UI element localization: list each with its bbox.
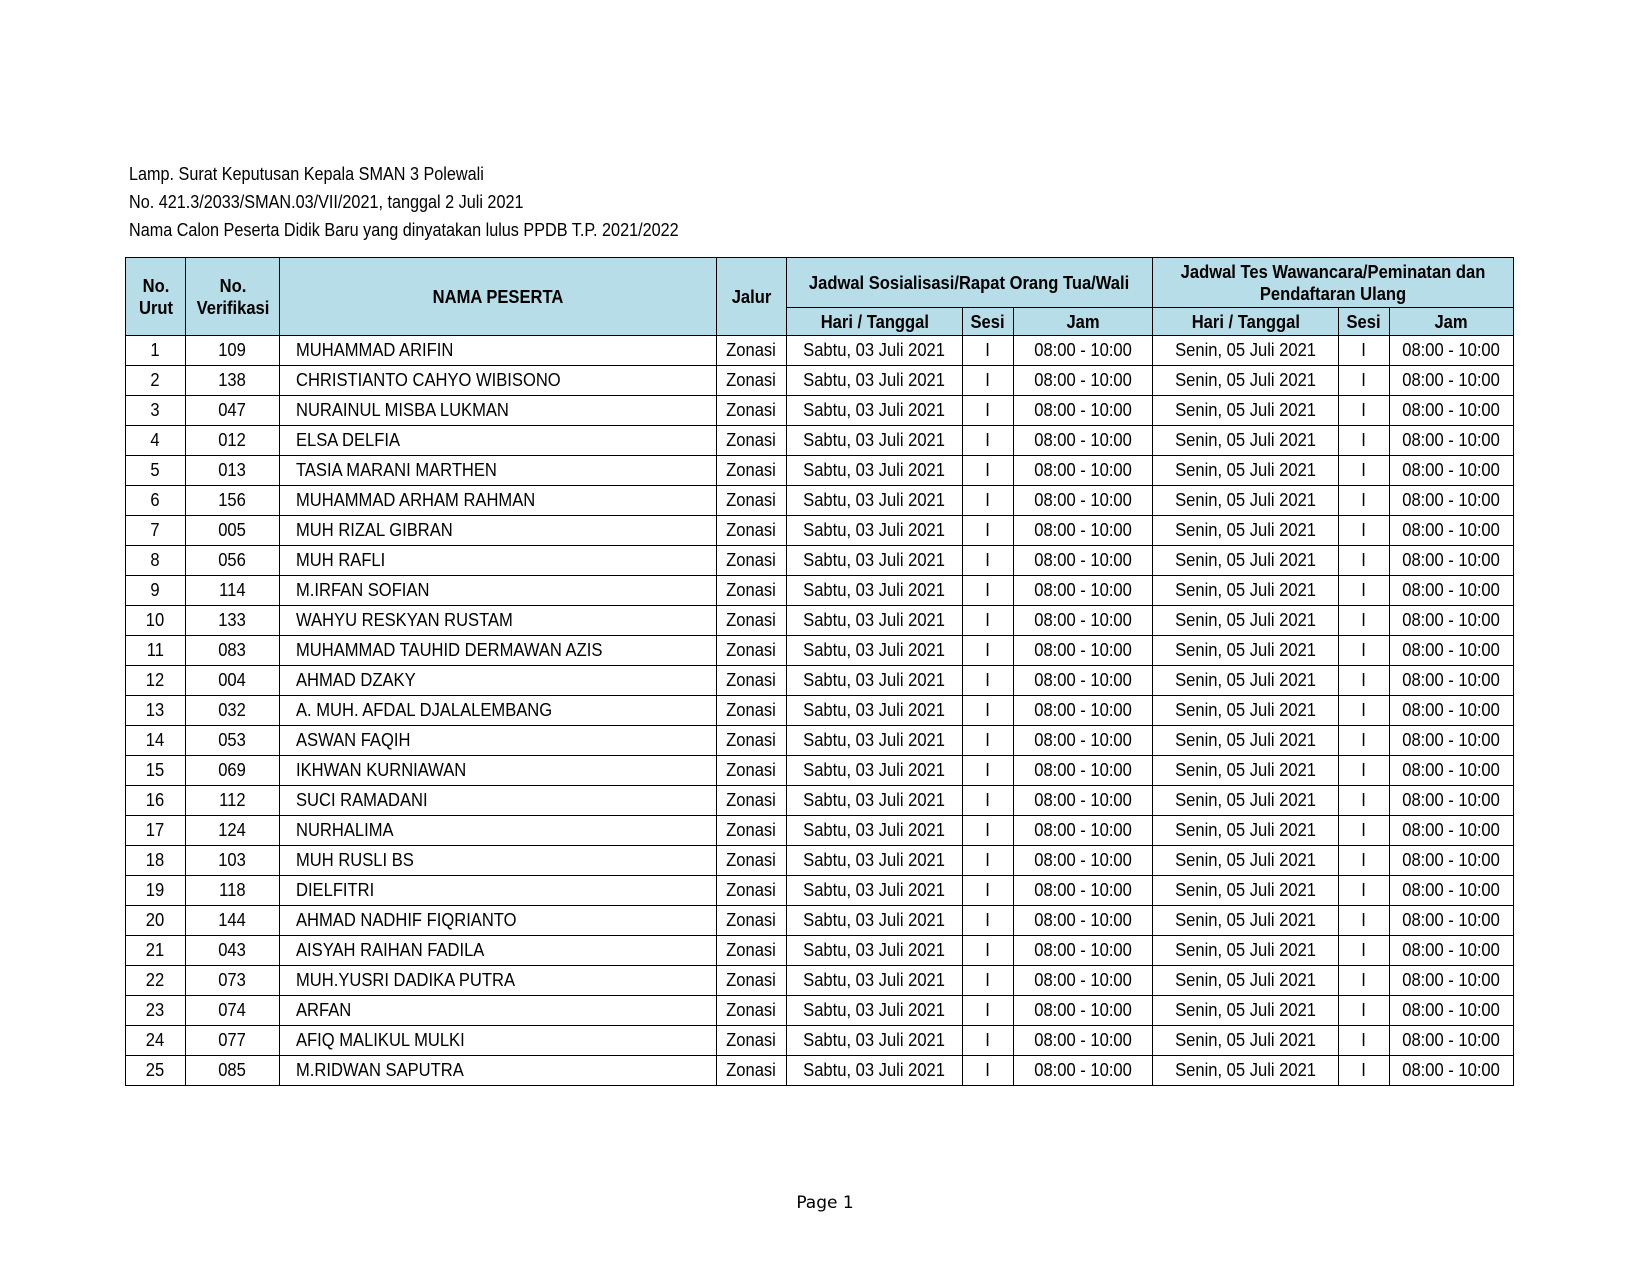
cell-jam-sosialisasi: 08:00 - 10:00	[1014, 996, 1153, 1026]
cell-jam-tes: 08:00 - 10:00	[1390, 366, 1514, 396]
cell-hari-tanggal-tes: Senin, 05 Juli 2021	[1153, 666, 1339, 696]
cell-sesi-sosialisasi: I	[963, 546, 1014, 576]
cell-nama-peserta: AHMAD DZAKY	[280, 666, 717, 696]
cell-jam-sosialisasi: 08:00 - 10:00	[1014, 936, 1153, 966]
cell-hari-tanggal-sosialisasi: Sabtu, 03 Juli 2021	[787, 1056, 963, 1086]
cell-jam-tes: 08:00 - 10:00	[1390, 1026, 1514, 1056]
cell-no-verifikasi: 156	[186, 486, 280, 516]
cell-no-urut: 22	[126, 966, 186, 996]
cell-no-verifikasi: 013	[186, 456, 280, 486]
document-header	[129, 160, 679, 244]
cell-jam-tes: 08:00 - 10:00	[1390, 606, 1514, 636]
table-row	[126, 396, 1514, 426]
cell-jam-tes: 08:00 - 10:00	[1390, 546, 1514, 576]
cell-no-urut: 10	[126, 606, 186, 636]
cell-hari-tanggal-tes: Senin, 05 Juli 2021	[1153, 516, 1339, 546]
cell-hari-tanggal-tes: Senin, 05 Juli 2021	[1153, 786, 1339, 816]
cell-jam-tes: 08:00 - 10:00	[1390, 486, 1514, 516]
cell-sesi-sosialisasi: I	[963, 726, 1014, 756]
table-row	[126, 816, 1514, 846]
cell-sesi-tes: I	[1339, 606, 1390, 636]
cell-hari-tanggal-tes: Senin, 05 Juli 2021	[1153, 726, 1339, 756]
cell-sesi-sosialisasi: I	[963, 696, 1014, 726]
cell-jam-sosialisasi: 08:00 - 10:00	[1014, 1026, 1153, 1056]
cell-hari-tanggal-tes: Senin, 05 Juli 2021	[1153, 846, 1339, 876]
table-row	[126, 726, 1514, 756]
cell-sesi-sosialisasi: I	[963, 876, 1014, 906]
cell-sesi-sosialisasi: I	[963, 936, 1014, 966]
cell-no-urut: 11	[126, 636, 186, 666]
cell-sesi-sosialisasi: I	[963, 606, 1014, 636]
cell-no-urut: 24	[126, 1026, 186, 1056]
cell-sesi-sosialisasi: I	[963, 966, 1014, 996]
cell-nama-peserta: CHRISTIANTO CAHYO WIBISONO	[280, 366, 717, 396]
cell-no-urut: 18	[126, 846, 186, 876]
table-row	[126, 456, 1514, 486]
cell-hari-tanggal-sosialisasi: Sabtu, 03 Juli 2021	[787, 816, 963, 846]
cell-no-urut: 20	[126, 906, 186, 936]
cell-sesi-tes: I	[1339, 846, 1390, 876]
cell-jam-sosialisasi: 08:00 - 10:00	[1014, 426, 1153, 456]
cell-jam-sosialisasi: 08:00 - 10:00	[1014, 846, 1153, 876]
cell-hari-tanggal-tes: Senin, 05 Juli 2021	[1153, 396, 1339, 426]
table-row	[126, 366, 1514, 396]
cell-hari-tanggal-sosialisasi: Sabtu, 03 Juli 2021	[787, 936, 963, 966]
cell-jam-tes: 08:00 - 10:00	[1390, 996, 1514, 1026]
cell-sesi-tes: I	[1339, 996, 1390, 1026]
cell-no-urut: 2	[126, 366, 186, 396]
cell-no-urut: 13	[126, 696, 186, 726]
participant-table	[125, 257, 1514, 1086]
cell-no-urut: 17	[126, 816, 186, 846]
cell-hari-tanggal-sosialisasi: Sabtu, 03 Juli 2021	[787, 696, 963, 726]
cell-hari-tanggal-sosialisasi: Sabtu, 03 Juli 2021	[787, 726, 963, 756]
cell-sesi-sosialisasi: I	[963, 576, 1014, 606]
cell-nama-peserta: AFIQ MALIKUL MULKI	[280, 1026, 717, 1056]
cell-jam-sosialisasi: 08:00 - 10:00	[1014, 516, 1153, 546]
cell-hari-tanggal-tes: Senin, 05 Juli 2021	[1153, 576, 1339, 606]
cell-no-urut: 1	[126, 336, 186, 366]
cell-jam-sosialisasi: 08:00 - 10:00	[1014, 456, 1153, 486]
cell-jalur: Zonasi	[717, 1056, 787, 1086]
cell-nama-peserta: NURHALIMA	[280, 816, 717, 846]
cell-no-verifikasi: 077	[186, 1026, 280, 1056]
cell-no-verifikasi: 047	[186, 396, 280, 426]
cell-jam-tes: 08:00 - 10:00	[1390, 666, 1514, 696]
cell-jam-tes: 08:00 - 10:00	[1390, 966, 1514, 996]
cell-jam-sosialisasi: 08:00 - 10:00	[1014, 756, 1153, 786]
cell-sesi-tes: I	[1339, 426, 1390, 456]
cell-jam-tes: 08:00 - 10:00	[1390, 816, 1514, 846]
cell-jam-sosialisasi: 08:00 - 10:00	[1014, 636, 1153, 666]
cell-jalur: Zonasi	[717, 606, 787, 636]
cell-jalur: Zonasi	[717, 426, 787, 456]
cell-nama-peserta: NURAINUL MISBA LUKMAN	[280, 396, 717, 426]
cell-hari-tanggal-sosialisasi: Sabtu, 03 Juli 2021	[787, 336, 963, 366]
col-header-jam-1: Jam	[1014, 308, 1153, 336]
cell-jalur: Zonasi	[717, 666, 787, 696]
cell-nama-peserta: A. MUH. AFDAL DJALALEMBANG	[280, 696, 717, 726]
table-row	[126, 636, 1514, 666]
cell-hari-tanggal-sosialisasi: Sabtu, 03 Juli 2021	[787, 666, 963, 696]
cell-sesi-tes: I	[1339, 366, 1390, 396]
cell-sesi-tes: I	[1339, 786, 1390, 816]
cell-nama-peserta: DIELFITRI	[280, 876, 717, 906]
cell-jam-tes: 08:00 - 10:00	[1390, 936, 1514, 966]
cell-sesi-tes: I	[1339, 486, 1390, 516]
cell-no-verifikasi: 056	[186, 546, 280, 576]
cell-hari-tanggal-tes: Senin, 05 Juli 2021	[1153, 606, 1339, 636]
cell-no-urut: 4	[126, 426, 186, 456]
group-header-sosialisasi: Jadwal Sosialisasi/Rapat Orang Tua/Wali	[787, 258, 1153, 308]
cell-sesi-sosialisasi: I	[963, 516, 1014, 546]
cell-no-verifikasi: 012	[186, 426, 280, 456]
list-title-line: Nama Calon Peserta Didik Baru yang dinyatakan lulus PPDB T.P. 2021/2022	[129, 220, 679, 240]
cell-jam-tes: 08:00 - 10:00	[1390, 786, 1514, 816]
cell-hari-tanggal-sosialisasi: Sabtu, 03 Juli 2021	[787, 1026, 963, 1056]
cell-sesi-tes: I	[1339, 726, 1390, 756]
cell-jam-sosialisasi: 08:00 - 10:00	[1014, 666, 1153, 696]
cell-no-verifikasi: 103	[186, 846, 280, 876]
cell-no-verifikasi: 085	[186, 1056, 280, 1086]
cell-no-urut: 19	[126, 876, 186, 906]
table-row	[126, 426, 1514, 456]
cell-no-urut: 21	[126, 936, 186, 966]
cell-no-urut: 6	[126, 486, 186, 516]
cell-hari-tanggal-sosialisasi: Sabtu, 03 Juli 2021	[787, 456, 963, 486]
cell-jalur: Zonasi	[717, 696, 787, 726]
table-row	[126, 576, 1514, 606]
cell-sesi-sosialisasi: I	[963, 336, 1014, 366]
cell-nama-peserta: MUH RUSLI BS	[280, 846, 717, 876]
cell-sesi-tes: I	[1339, 666, 1390, 696]
table-row	[126, 516, 1514, 546]
cell-jalur: Zonasi	[717, 366, 787, 396]
col-header-hari-tanggal-1: Hari / Tanggal	[787, 308, 963, 336]
cell-jalur: Zonasi	[717, 786, 787, 816]
cell-hari-tanggal-sosialisasi: Sabtu, 03 Juli 2021	[787, 516, 963, 546]
cell-jam-tes: 08:00 - 10:00	[1390, 456, 1514, 486]
cell-jalur: Zonasi	[717, 756, 787, 786]
cell-no-verifikasi: 083	[186, 636, 280, 666]
cell-jalur: Zonasi	[717, 936, 787, 966]
cell-sesi-sosialisasi: I	[963, 816, 1014, 846]
cell-sesi-sosialisasi: I	[963, 1056, 1014, 1086]
table-row	[126, 486, 1514, 516]
cell-jam-tes: 08:00 - 10:00	[1390, 846, 1514, 876]
cell-hari-tanggal-sosialisasi: Sabtu, 03 Juli 2021	[787, 546, 963, 576]
cell-jalur: Zonasi	[717, 966, 787, 996]
cell-hari-tanggal-tes: Senin, 05 Juli 2021	[1153, 876, 1339, 906]
col-header-sesi-2: Sesi	[1339, 308, 1390, 336]
table-row	[126, 1026, 1514, 1056]
cell-jam-tes: 08:00 - 10:00	[1390, 1056, 1514, 1086]
cell-hari-tanggal-sosialisasi: Sabtu, 03 Juli 2021	[787, 906, 963, 936]
cell-no-urut: 15	[126, 756, 186, 786]
cell-jam-sosialisasi: 08:00 - 10:00	[1014, 906, 1153, 936]
attachment-line: Lamp. Surat Keputusan Kepala SMAN 3 Polewali	[129, 164, 484, 184]
cell-sesi-sosialisasi: I	[963, 996, 1014, 1026]
cell-jalur: Zonasi	[717, 486, 787, 516]
cell-hari-tanggal-tes: Senin, 05 Juli 2021	[1153, 456, 1339, 486]
cell-sesi-sosialisasi: I	[963, 786, 1014, 816]
cell-nama-peserta: SUCI RAMADANI	[280, 786, 717, 816]
table-row	[126, 696, 1514, 726]
cell-sesi-sosialisasi: I	[963, 486, 1014, 516]
cell-hari-tanggal-tes: Senin, 05 Juli 2021	[1153, 486, 1339, 516]
table-row	[126, 336, 1514, 366]
cell-jam-tes: 08:00 - 10:00	[1390, 426, 1514, 456]
cell-hari-tanggal-tes: Senin, 05 Juli 2021	[1153, 1056, 1339, 1086]
cell-jam-sosialisasi: 08:00 - 10:00	[1014, 696, 1153, 726]
table-row	[126, 606, 1514, 636]
cell-jam-sosialisasi: 08:00 - 10:00	[1014, 876, 1153, 906]
cell-jalur: Zonasi	[717, 456, 787, 486]
group-header-tes-wawancara: Jadwal Tes Wawancara/Peminatan dan Pendaftaran Ulang	[1153, 258, 1514, 308]
cell-no-urut: 3	[126, 396, 186, 426]
cell-jam-tes: 08:00 - 10:00	[1390, 516, 1514, 546]
cell-hari-tanggal-tes: Senin, 05 Juli 2021	[1153, 546, 1339, 576]
cell-jalur: Zonasi	[717, 636, 787, 666]
cell-hari-tanggal-tes: Senin, 05 Juli 2021	[1153, 966, 1339, 996]
cell-sesi-tes: I	[1339, 336, 1390, 366]
cell-jalur: Zonasi	[717, 726, 787, 756]
cell-hari-tanggal-sosialisasi: Sabtu, 03 Juli 2021	[787, 636, 963, 666]
cell-hari-tanggal-tes: Senin, 05 Juli 2021	[1153, 366, 1339, 396]
cell-hari-tanggal-sosialisasi: Sabtu, 03 Juli 2021	[787, 606, 963, 636]
cell-jam-sosialisasi: 08:00 - 10:00	[1014, 726, 1153, 756]
cell-hari-tanggal-sosialisasi: Sabtu, 03 Juli 2021	[787, 786, 963, 816]
cell-no-verifikasi: 144	[186, 906, 280, 936]
cell-nama-peserta: MUH RAFLI	[280, 546, 717, 576]
cell-sesi-tes: I	[1339, 966, 1390, 996]
cell-no-verifikasi: 005	[186, 516, 280, 546]
cell-no-verifikasi: 118	[186, 876, 280, 906]
col-header-no-urut: No. Urut	[126, 258, 186, 336]
cell-nama-peserta: MUH.YUSRI DADIKA PUTRA	[280, 966, 717, 996]
cell-no-verifikasi: 043	[186, 936, 280, 966]
cell-sesi-tes: I	[1339, 576, 1390, 606]
cell-nama-peserta: ELSA DELFIA	[280, 426, 717, 456]
cell-jam-sosialisasi: 08:00 - 10:00	[1014, 1056, 1153, 1086]
cell-sesi-tes: I	[1339, 936, 1390, 966]
cell-no-urut: 23	[126, 996, 186, 1026]
page-number: Page 1	[796, 1193, 854, 1213]
cell-hari-tanggal-tes: Senin, 05 Juli 2021	[1153, 1026, 1339, 1056]
cell-sesi-tes: I	[1339, 876, 1390, 906]
cell-no-urut: 8	[126, 546, 186, 576]
cell-nama-peserta: M.RIDWAN SAPUTRA	[280, 1056, 717, 1086]
cell-nama-peserta: TASIA MARANI MARTHEN	[280, 456, 717, 486]
cell-hari-tanggal-sosialisasi: Sabtu, 03 Juli 2021	[787, 966, 963, 996]
cell-jam-tes: 08:00 - 10:00	[1390, 576, 1514, 606]
cell-no-urut: 5	[126, 456, 186, 486]
table-row	[126, 966, 1514, 996]
cell-jalur: Zonasi	[717, 846, 787, 876]
cell-jam-sosialisasi: 08:00 - 10:00	[1014, 786, 1153, 816]
cell-sesi-sosialisasi: I	[963, 756, 1014, 786]
cell-jam-tes: 08:00 - 10:00	[1390, 726, 1514, 756]
cell-no-urut: 25	[126, 1056, 186, 1086]
cell-nama-peserta: MUHAMMAD ARIFIN	[280, 336, 717, 366]
cell-jam-sosialisasi: 08:00 - 10:00	[1014, 816, 1153, 846]
cell-jalur: Zonasi	[717, 876, 787, 906]
table-header	[126, 258, 1514, 336]
cell-sesi-sosialisasi: I	[963, 366, 1014, 396]
cell-jam-tes: 08:00 - 10:00	[1390, 906, 1514, 936]
cell-hari-tanggal-sosialisasi: Sabtu, 03 Juli 2021	[787, 486, 963, 516]
cell-no-verifikasi: 004	[186, 666, 280, 696]
cell-jam-sosialisasi: 08:00 - 10:00	[1014, 366, 1153, 396]
cell-sesi-tes: I	[1339, 756, 1390, 786]
cell-jam-sosialisasi: 08:00 - 10:00	[1014, 486, 1153, 516]
cell-jam-sosialisasi: 08:00 - 10:00	[1014, 546, 1153, 576]
cell-jalur: Zonasi	[717, 816, 787, 846]
cell-nama-peserta: ARFAN	[280, 996, 717, 1026]
cell-hari-tanggal-tes: Senin, 05 Juli 2021	[1153, 756, 1339, 786]
table-row	[126, 906, 1514, 936]
cell-hari-tanggal-tes: Senin, 05 Juli 2021	[1153, 816, 1339, 846]
table-row	[126, 756, 1514, 786]
cell-jalur: Zonasi	[717, 336, 787, 366]
cell-jalur: Zonasi	[717, 906, 787, 936]
cell-jalur: Zonasi	[717, 516, 787, 546]
cell-no-verifikasi: 114	[186, 576, 280, 606]
cell-jalur: Zonasi	[717, 576, 787, 606]
cell-sesi-sosialisasi: I	[963, 846, 1014, 876]
table-row	[126, 846, 1514, 876]
cell-jam-tes: 08:00 - 10:00	[1390, 876, 1514, 906]
cell-hari-tanggal-tes: Senin, 05 Juli 2021	[1153, 936, 1339, 966]
cell-hari-tanggal-tes: Senin, 05 Juli 2021	[1153, 636, 1339, 666]
decree-number-line: No. 421.3/2033/SMAN.03/VII/2021, tanggal 2 Juli 2021	[129, 192, 524, 212]
table-row	[126, 1056, 1514, 1086]
cell-hari-tanggal-sosialisasi: Sabtu, 03 Juli 2021	[787, 996, 963, 1026]
cell-sesi-tes: I	[1339, 906, 1390, 936]
cell-jam-sosialisasi: 08:00 - 10:00	[1014, 576, 1153, 606]
cell-jam-sosialisasi: 08:00 - 10:00	[1014, 966, 1153, 996]
col-header-jam-2: Jam	[1390, 308, 1514, 336]
cell-sesi-tes: I	[1339, 1056, 1390, 1086]
cell-sesi-sosialisasi: I	[963, 456, 1014, 486]
cell-hari-tanggal-sosialisasi: Sabtu, 03 Juli 2021	[787, 756, 963, 786]
cell-no-urut: 9	[126, 576, 186, 606]
cell-sesi-sosialisasi: I	[963, 396, 1014, 426]
cell-sesi-sosialisasi: I	[963, 906, 1014, 936]
cell-no-verifikasi: 053	[186, 726, 280, 756]
cell-nama-peserta: MUHAMMAD ARHAM RAHMAN	[280, 486, 717, 516]
cell-jam-tes: 08:00 - 10:00	[1390, 396, 1514, 426]
cell-jam-sosialisasi: 08:00 - 10:00	[1014, 336, 1153, 366]
cell-hari-tanggal-sosialisasi: Sabtu, 03 Juli 2021	[787, 426, 963, 456]
col-header-sesi-1: Sesi	[963, 308, 1014, 336]
cell-sesi-tes: I	[1339, 546, 1390, 576]
col-header-hari-tanggal-2: Hari / Tanggal	[1153, 308, 1339, 336]
table-row	[126, 876, 1514, 906]
cell-sesi-tes: I	[1339, 816, 1390, 846]
cell-no-verifikasi: 073	[186, 966, 280, 996]
cell-sesi-tes: I	[1339, 636, 1390, 666]
table-row	[126, 786, 1514, 816]
cell-no-verifikasi: 138	[186, 366, 280, 396]
cell-sesi-tes: I	[1339, 396, 1390, 426]
cell-no-urut: 7	[126, 516, 186, 546]
cell-hari-tanggal-sosialisasi: Sabtu, 03 Juli 2021	[787, 846, 963, 876]
cell-jam-tes: 08:00 - 10:00	[1390, 756, 1514, 786]
cell-no-verifikasi: 069	[186, 756, 280, 786]
cell-nama-peserta: ASWAN FAQIH	[280, 726, 717, 756]
cell-sesi-tes: I	[1339, 456, 1390, 486]
cell-no-verifikasi: 109	[186, 336, 280, 366]
table-row	[126, 666, 1514, 696]
cell-nama-peserta: M.IRFAN SOFIAN	[280, 576, 717, 606]
table-row	[126, 546, 1514, 576]
cell-hari-tanggal-sosialisasi: Sabtu, 03 Juli 2021	[787, 366, 963, 396]
col-header-nama-peserta: NAMA PESERTA	[280, 258, 717, 336]
cell-no-verifikasi: 124	[186, 816, 280, 846]
cell-jam-tes: 08:00 - 10:00	[1390, 336, 1514, 366]
cell-hari-tanggal-sosialisasi: Sabtu, 03 Juli 2021	[787, 576, 963, 606]
cell-jalur: Zonasi	[717, 396, 787, 426]
cell-jalur: Zonasi	[717, 996, 787, 1026]
cell-jam-sosialisasi: 08:00 - 10:00	[1014, 396, 1153, 426]
cell-nama-peserta: AISYAH RAIHAN FADILA	[280, 936, 717, 966]
cell-hari-tanggal-tes: Senin, 05 Juli 2021	[1153, 696, 1339, 726]
cell-jalur: Zonasi	[717, 1026, 787, 1056]
cell-nama-peserta: AHMAD NADHIF FIQRIANTO	[280, 906, 717, 936]
cell-hari-tanggal-sosialisasi: Sabtu, 03 Juli 2021	[787, 396, 963, 426]
cell-no-verifikasi: 133	[186, 606, 280, 636]
cell-sesi-tes: I	[1339, 1026, 1390, 1056]
cell-jam-tes: 08:00 - 10:00	[1390, 696, 1514, 726]
cell-nama-peserta: MUHAMMAD TAUHID DERMAWAN AZIS	[280, 636, 717, 666]
cell-hari-tanggal-tes: Senin, 05 Juli 2021	[1153, 426, 1339, 456]
cell-nama-peserta: MUH RIZAL GIBRAN	[280, 516, 717, 546]
cell-hari-tanggal-sosialisasi: Sabtu, 03 Juli 2021	[787, 876, 963, 906]
cell-hari-tanggal-tes: Senin, 05 Juli 2021	[1153, 906, 1339, 936]
cell-sesi-tes: I	[1339, 696, 1390, 726]
table-body	[126, 336, 1514, 1086]
cell-nama-peserta: IKHWAN KURNIAWAN	[280, 756, 717, 786]
cell-no-verifikasi: 074	[186, 996, 280, 1026]
table-row	[126, 996, 1514, 1026]
cell-no-urut: 14	[126, 726, 186, 756]
col-header-no-verifikasi: No. Verifikasi	[186, 258, 280, 336]
col-header-jalur: Jalur	[717, 258, 787, 336]
cell-sesi-tes: I	[1339, 516, 1390, 546]
cell-jam-sosialisasi: 08:00 - 10:00	[1014, 606, 1153, 636]
cell-sesi-sosialisasi: I	[963, 1026, 1014, 1056]
cell-hari-tanggal-tes: Senin, 05 Juli 2021	[1153, 336, 1339, 366]
table-row	[126, 936, 1514, 966]
cell-hari-tanggal-tes: Senin, 05 Juli 2021	[1153, 996, 1339, 1026]
cell-no-verifikasi: 112	[186, 786, 280, 816]
cell-sesi-sosialisasi: I	[963, 426, 1014, 456]
cell-no-urut: 16	[126, 786, 186, 816]
cell-jam-tes: 08:00 - 10:00	[1390, 636, 1514, 666]
cell-no-verifikasi: 032	[186, 696, 280, 726]
cell-jalur: Zonasi	[717, 546, 787, 576]
cell-nama-peserta: WAHYU RESKYAN RUSTAM	[280, 606, 717, 636]
cell-no-urut: 12	[126, 666, 186, 696]
cell-sesi-sosialisasi: I	[963, 636, 1014, 666]
cell-sesi-sosialisasi: I	[963, 666, 1014, 696]
